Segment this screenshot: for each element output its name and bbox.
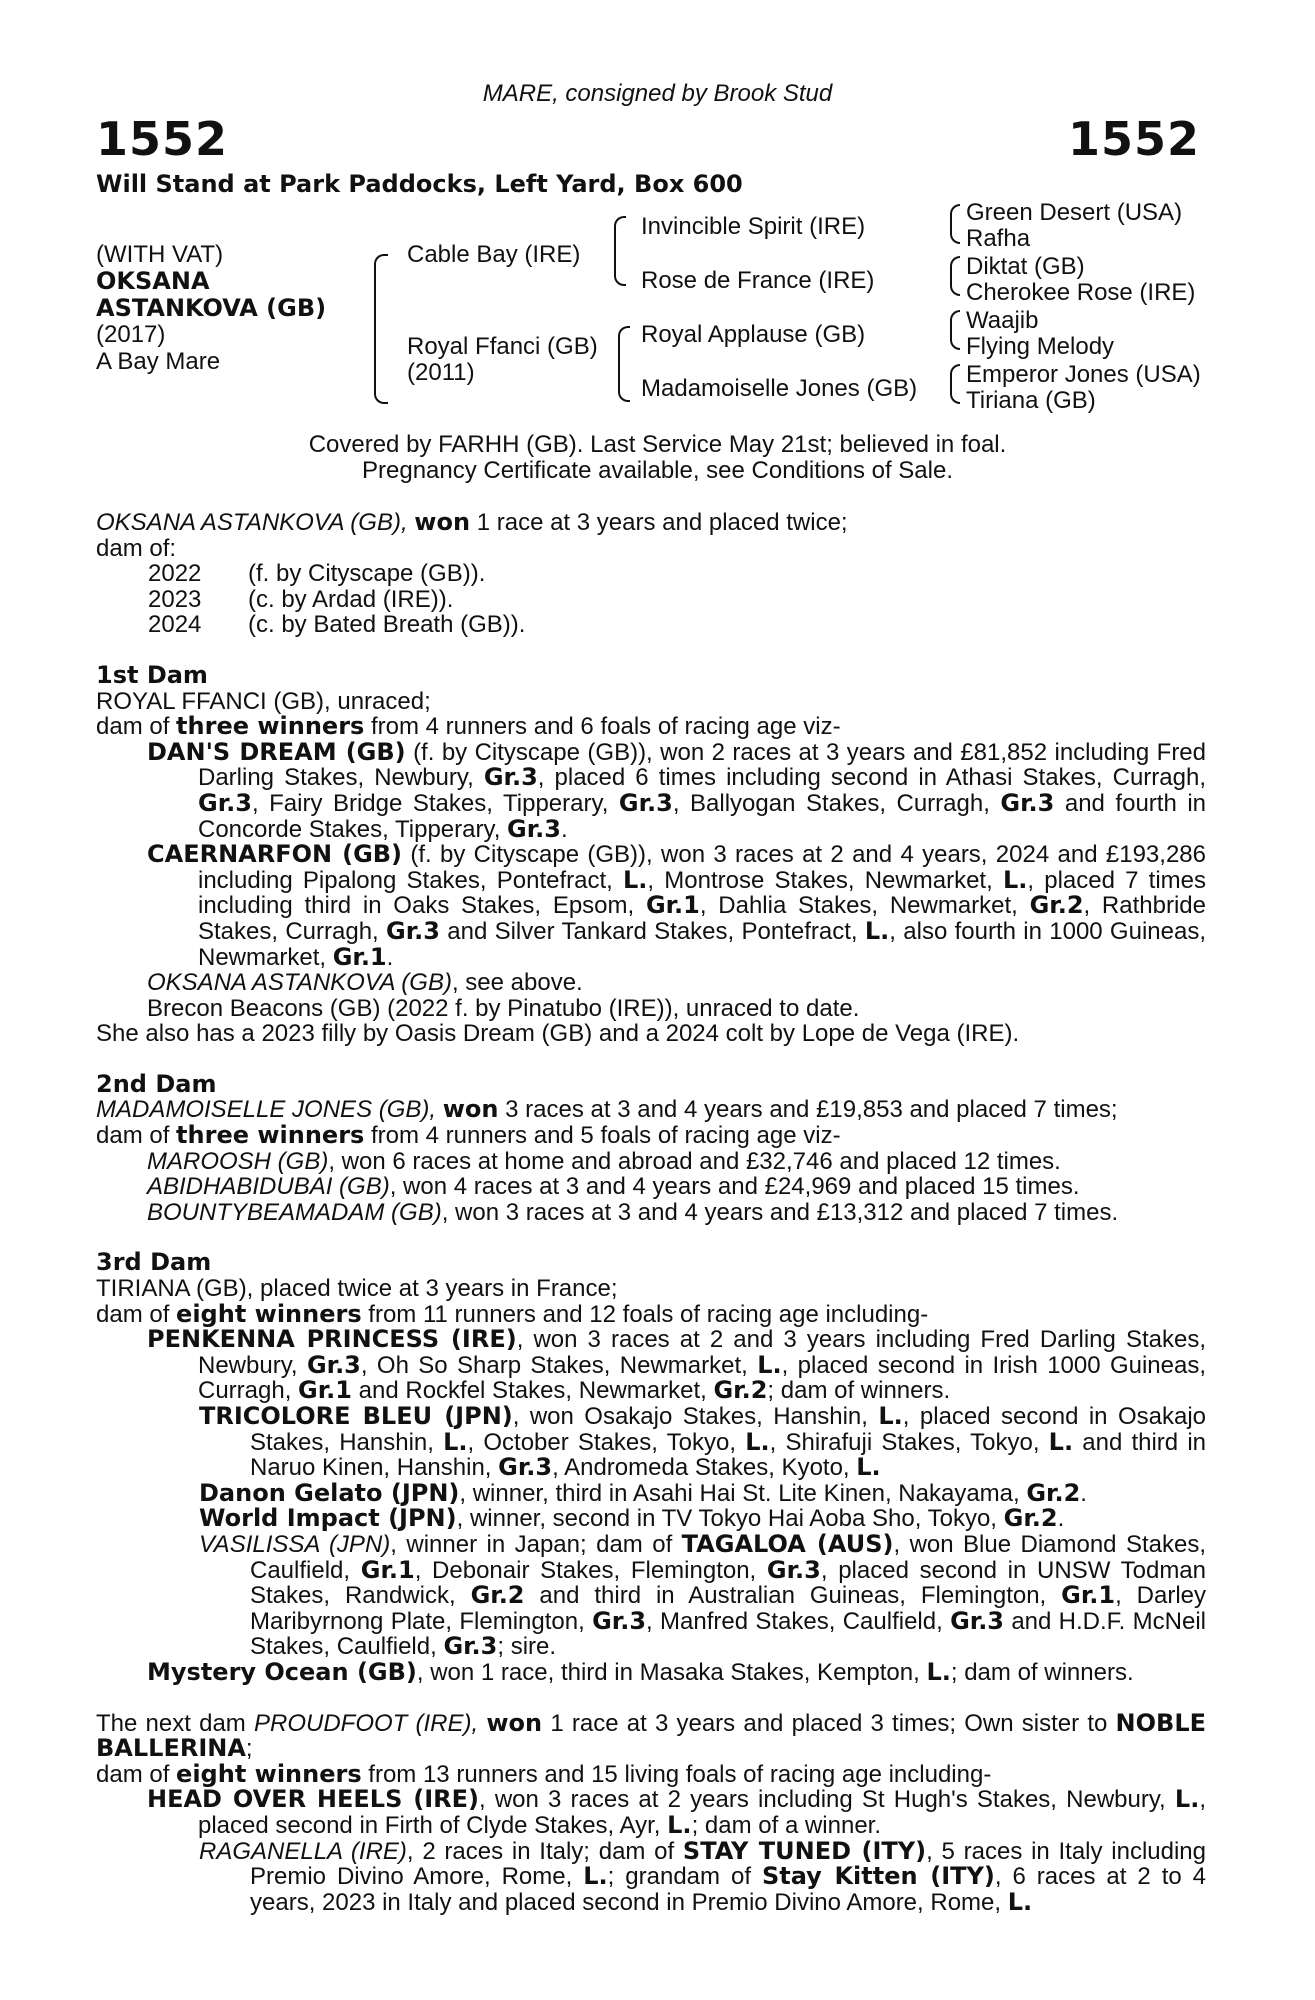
pedigree-g4: Cherokee Rose (IRE) bbox=[966, 279, 1196, 306]
third-dam-heading: 3rd Dam bbox=[96, 1248, 212, 1277]
catalogue-body bbox=[96, 510, 1206, 1915]
grade: Gr.3 bbox=[198, 788, 252, 817]
t: (f. by Cityscape (GB)), won 2 races at 3 years and £81,852 including Fred Darling Stakes, Newbury, bbox=[198, 738, 1207, 792]
grade: Gr.3 bbox=[766, 1555, 821, 1584]
stand-location: Will Stand at Park Paddocks, Left Yard, Box 600 bbox=[96, 170, 743, 198]
horse-name-line1: OKSANA bbox=[96, 267, 210, 295]
t: , placed 6 times including second in Athasi Stakes, Curragh, bbox=[537, 764, 1206, 792]
t: , October Stakes, Tokyo, bbox=[467, 1428, 746, 1456]
horse-name: Stay Kitten (ITY) bbox=[761, 1862, 995, 1891]
won: won bbox=[486, 1708, 543, 1737]
pedigree-gs4: Madamoiselle Jones (GB) bbox=[641, 375, 918, 402]
entry-oksana bbox=[96, 970, 1206, 996]
pedigree-g8: Tiriana (GB) bbox=[966, 387, 1096, 414]
t: ; sire. bbox=[497, 1633, 557, 1661]
brace-dam bbox=[618, 326, 630, 402]
pedigree-dam: Royal Ffanci (GB) bbox=[407, 333, 598, 360]
t: , placed second in Irish 1000 Guineas, Curragh, bbox=[198, 1351, 1206, 1405]
dam-of-winners: three winners bbox=[176, 1121, 365, 1150]
t: and third in Australian Guineas, Flemington, bbox=[524, 1582, 1062, 1610]
entry-caernarfon bbox=[96, 842, 1206, 970]
t: dam of bbox=[96, 1760, 177, 1788]
grade: L. bbox=[1174, 1785, 1200, 1814]
dam-of-winners: eight winners bbox=[176, 1299, 362, 1328]
grade: L. bbox=[856, 1453, 881, 1482]
t: , Rathbride Stakes, Curragh, bbox=[198, 892, 1206, 945]
dam-of-winners: eight winners bbox=[176, 1759, 362, 1788]
t: , won 3 races at 2 years including St Hugh's Stakes, Newbury, bbox=[478, 1786, 1175, 1814]
grade: Gr.2 bbox=[713, 1376, 768, 1405]
horse-name: CAERNARFON (GB) bbox=[147, 840, 403, 869]
t: . bbox=[1057, 1505, 1065, 1533]
t: , 2 races in Italy; dam of bbox=[406, 1837, 683, 1865]
grade: L. bbox=[1048, 1427, 1074, 1456]
grade: Gr.3 bbox=[443, 1632, 498, 1661]
t: , won 1 race, third in Masaka Stakes, Kempton, bbox=[416, 1658, 927, 1686]
horse-name: MADAMOISELLE JONES (GB), bbox=[96, 1096, 437, 1124]
horse-name: PROUDFOOT (IRE), bbox=[253, 1709, 479, 1737]
t: ; grandam of bbox=[607, 1863, 762, 1891]
horse-name: OKSANA ASTANKOVA (GB) bbox=[147, 969, 452, 997]
entry-maroosh bbox=[96, 1149, 1206, 1175]
grade: L. bbox=[1002, 865, 1028, 894]
first-dam-dam-of bbox=[96, 714, 1206, 740]
t: , placed second in Firth of Clyde Stakes, Ayr, bbox=[198, 1786, 1206, 1839]
next-dam-line1 bbox=[96, 1708, 1207, 1763]
horse-name: HEAD OVER HEELS (IRE) bbox=[147, 1785, 479, 1814]
horse-name: TAGALOA (AUS) bbox=[681, 1529, 894, 1558]
t: , 6 races at 2 to 4 years, 2023 in Italy and placed second in Premio Divino Amore, Rome, bbox=[250, 1863, 1207, 1916]
t: . bbox=[560, 815, 568, 843]
t: from 4 runners and 5 foals of racing age viz- bbox=[364, 1122, 841, 1150]
horse-name: DAN'S DREAM (GB) bbox=[147, 737, 406, 766]
t: from 11 runners and 12 foals of racing age including- bbox=[361, 1300, 929, 1328]
t: , placed 7 times including third in Oaks Stakes, Epsom, bbox=[198, 866, 1207, 920]
lot-number-left: 1552 bbox=[96, 112, 229, 166]
horse-name: VASILISSA (JPN) bbox=[199, 1530, 391, 1558]
produce-row bbox=[96, 587, 1206, 613]
t: , placed second in UNSW Todman Stakes, Randwick, bbox=[250, 1556, 1207, 1610]
covered-line2: Pregnancy Certificate available, see Conditions of Sale. bbox=[362, 457, 953, 484]
grade: Gr.3 bbox=[483, 763, 538, 792]
brace-g7 bbox=[950, 364, 960, 404]
first-dam-also: She also has a 2023 filly by Oasis Dream (GB) and a 2024 colt by Lope de Vega (IRE). bbox=[96, 1020, 1020, 1048]
grade: Gr.2 bbox=[1029, 891, 1084, 920]
t: , Andromeda Stakes, Kyoto, bbox=[552, 1454, 857, 1482]
t: . bbox=[1080, 1479, 1087, 1507]
dam-of-text: dam of bbox=[96, 713, 177, 741]
pedigree-gs1: Invincible Spirit (IRE) bbox=[641, 213, 866, 240]
entry-danon-gelato bbox=[96, 1478, 1206, 1507]
produce-row bbox=[96, 561, 1206, 587]
t: 3 races at 3 and 4 years and £19,853 and placed 7 times; bbox=[498, 1096, 1118, 1124]
covered-note bbox=[0, 432, 1315, 484]
grade: Gr.3 bbox=[1000, 788, 1055, 817]
pedigree-gs2: Rose de France (IRE) bbox=[641, 267, 875, 294]
horse-name: PENKENNA PRINCESS (IRE) bbox=[147, 1325, 517, 1354]
brace-sire bbox=[614, 216, 626, 286]
entry-mystery-ocean bbox=[96, 1657, 1206, 1686]
horse-name: Danon Gelato (JPN) bbox=[199, 1478, 460, 1507]
pedigree-table bbox=[0, 198, 1315, 418]
horse-name: Mystery Ocean (GB) bbox=[147, 1657, 417, 1686]
t: , won 3 races at 2 and 3 years including Fred Darling Stakes, Newbury, bbox=[198, 1326, 1206, 1379]
entry-world-impact bbox=[96, 1506, 1206, 1532]
grade: L. bbox=[926, 1657, 951, 1686]
third-dam-line1: TIRIANA (GB), placed twice at 3 years in France; bbox=[96, 1275, 618, 1303]
produce-row bbox=[96, 612, 1206, 638]
grade: L. bbox=[667, 1810, 692, 1839]
pedigree-g6: Flying Melody bbox=[966, 333, 1115, 360]
second-dam-line1 bbox=[96, 1097, 1206, 1123]
horse-name: BOUNTYBEAMADAM (GB) bbox=[147, 1198, 442, 1226]
grade: Gr.1 bbox=[1061, 1581, 1116, 1610]
grade: L. bbox=[1007, 1887, 1033, 1916]
grade: Gr.1 bbox=[360, 1555, 415, 1584]
covered-line1: Covered by FARHH (GB). Last Service May 21st; believed in foal. bbox=[308, 431, 1007, 458]
t: , Montrose Stakes, Newmarket, bbox=[647, 866, 1003, 894]
grade: Gr.3 bbox=[507, 814, 561, 843]
intro-dam-of: dam of: bbox=[96, 534, 177, 562]
entry-vasilissa bbox=[96, 1529, 1207, 1661]
lot-number-right: 1552 bbox=[1067, 112, 1200, 166]
t: , Shirafuji Stakes, Tokyo, bbox=[769, 1428, 1049, 1456]
t: from 13 runners and 15 living foals of racing age including- bbox=[361, 1760, 992, 1788]
grade: Gr.2 bbox=[470, 1581, 525, 1610]
grade: Gr.3 bbox=[386, 916, 440, 945]
horse-name: NOBLE BALLERINA bbox=[96, 1708, 1207, 1763]
grade: L. bbox=[623, 865, 648, 894]
t: (f. by Cityscape (GB)), won 3 races at 2 and 4 years, 2024 and £193,286 including Pipalong Stakes, Pontefract, bbox=[198, 841, 1206, 894]
produce-year: 2022 bbox=[148, 560, 202, 588]
dam-of-winners: three winners bbox=[176, 712, 365, 741]
pedigree-g7: Emperor Jones (USA) bbox=[966, 361, 1201, 388]
horse-name: RAGANELLA (IRE) bbox=[199, 1837, 407, 1865]
entry-raganella bbox=[96, 1836, 1207, 1916]
horse-name: ABIDHABIDUBAI (GB) bbox=[147, 1173, 390, 1201]
grade: Gr.3 bbox=[592, 1606, 647, 1635]
intro-line bbox=[96, 510, 1206, 536]
t: , Oh So Sharp Stakes, Newmarket, bbox=[360, 1351, 758, 1379]
grade: L. bbox=[745, 1427, 770, 1456]
t: , winner, third in Asahi Hai St. Lite Kinen, Nakayama, bbox=[459, 1479, 1027, 1507]
produce-text: (c. by Bated Breath (GB)). bbox=[248, 611, 526, 639]
grade: L. bbox=[443, 1427, 468, 1456]
horse-name-line2: ASTANKOVA (GB) bbox=[96, 294, 327, 322]
t: dam of bbox=[96, 1122, 177, 1150]
grade: Gr.1 bbox=[298, 1376, 352, 1405]
consignor-line: MARE, consigned by Brook Stud bbox=[482, 80, 833, 107]
horse-description: A Bay Mare bbox=[96, 348, 221, 375]
pedigree-g1: Green Desert (USA) bbox=[966, 199, 1183, 226]
grade: L. bbox=[583, 1862, 608, 1891]
t: , won 6 races at home and abroad and £32,746 and placed 12 times. bbox=[328, 1147, 1061, 1175]
t: and Silver Tankard Stakes, Pontefract, bbox=[439, 917, 865, 945]
grade: Gr.3 bbox=[618, 788, 673, 817]
grade: Gr.1 bbox=[645, 891, 700, 920]
pedigree-g3: Diktat (GB) bbox=[966, 253, 1085, 280]
produce-year: 2024 bbox=[148, 611, 202, 639]
pedigree-dam-year: (2011) bbox=[407, 359, 475, 386]
horse-name: World Impact (JPN) bbox=[199, 1504, 457, 1533]
brace-g1 bbox=[950, 204, 960, 244]
brace-horse bbox=[374, 254, 388, 404]
first-dam-line1: ROYAL FFANCI (GB), unraced; bbox=[96, 687, 431, 715]
pedigree-gs3: Royal Applause (GB) bbox=[641, 321, 866, 348]
grade: Gr.3 bbox=[498, 1453, 553, 1482]
t: The next dam bbox=[96, 1709, 254, 1737]
grade: Gr.3 bbox=[306, 1350, 361, 1379]
produce-year: 2023 bbox=[148, 585, 202, 613]
t: ; dam of a winner. bbox=[691, 1811, 881, 1839]
t: , winner in Japan; dam of bbox=[390, 1530, 682, 1558]
pedigree-g5: Waajib bbox=[966, 307, 1039, 334]
intro-name: OKSANA ASTANKOVA (GB), bbox=[96, 509, 408, 536]
next-dam-dam-of bbox=[96, 1759, 1206, 1788]
intro-text: 1 race at 3 years and placed twice; bbox=[470, 509, 848, 536]
horse-name: TRICOLORE BLEU (JPN) bbox=[199, 1402, 513, 1430]
brace-g3 bbox=[950, 256, 960, 296]
t: , see above. bbox=[451, 969, 583, 997]
t: ; dam of winners. bbox=[950, 1658, 1134, 1686]
t: , also fourth in 1000 Guineas, Newmarket, bbox=[198, 917, 1206, 971]
grade: Gr.3 bbox=[950, 1606, 1005, 1635]
t: , won 3 races at 3 and 4 years and £13,312 and placed 7 times. bbox=[441, 1198, 1119, 1226]
pedigree-sire: Cable Bay (IRE) bbox=[407, 241, 581, 268]
t: . bbox=[386, 943, 394, 971]
horse-name: STAY TUNED (ITY) bbox=[682, 1836, 927, 1865]
t: and H.D.F. McNeil Stakes, Caulfield, bbox=[250, 1607, 1206, 1661]
t: dam of bbox=[96, 1300, 177, 1328]
first-dam-heading: 1st Dam bbox=[96, 660, 208, 689]
t: 1 race at 3 years and placed 3 times; Own sister to bbox=[542, 1709, 1116, 1737]
horse-name: MAROOSH (GB) bbox=[147, 1147, 329, 1175]
grade: Gr.1 bbox=[332, 942, 387, 971]
t: ; bbox=[245, 1735, 253, 1763]
dam-of-rest: from 4 runners and 6 foals of racing age viz- bbox=[364, 713, 841, 741]
t: , Debonair Stakes, Flemington, bbox=[414, 1556, 767, 1584]
t: , Darley Maribyrnong Plate, Flemington, bbox=[250, 1582, 1207, 1635]
entry-bountybeamadam bbox=[96, 1200, 1206, 1226]
t: , won Blue Diamond Stakes, Caulfield, bbox=[250, 1530, 1206, 1584]
t: , won 4 races at 3 and 4 years and £24,969 and placed 15 times. bbox=[389, 1173, 1080, 1201]
grade: L. bbox=[878, 1402, 903, 1430]
pedigree-g2: Rafha bbox=[966, 225, 1031, 252]
grade: Gr.2 bbox=[1026, 1478, 1081, 1507]
t: and fourth in Concorde Stakes, Tipperary, bbox=[198, 789, 1206, 843]
second-dam-heading: 2nd Dam bbox=[96, 1069, 217, 1098]
entry-brecon: Brecon Beacons (GB) (2022 f. by Pinatubo (IRE)), unraced to date. bbox=[147, 994, 860, 1022]
third-dam-dam-of bbox=[96, 1299, 1206, 1328]
t: , Manfred Stakes, Caulfield, bbox=[646, 1607, 951, 1635]
produce-text: (c. by Ardad (IRE)). bbox=[248, 585, 454, 613]
grade: L. bbox=[757, 1350, 782, 1379]
horse-year: (2017) bbox=[96, 321, 166, 348]
t: , Fairy Bridge Stakes, Tipperary, bbox=[251, 789, 619, 817]
t: , Dahlia Stakes, Newmarket, bbox=[699, 892, 1030, 920]
vat-label: (WITH VAT) bbox=[96, 241, 224, 268]
t: , winner, second in TV Tokyo Hai Aoba Sho, Tokyo, bbox=[456, 1505, 1004, 1533]
t: , won Osakajo Stakes, Hanshin, bbox=[512, 1403, 879, 1430]
intro-won: won bbox=[414, 508, 471, 536]
won: won bbox=[442, 1095, 499, 1124]
t: and Rockfel Stakes, Newmarket, bbox=[351, 1377, 714, 1405]
second-dam-dam-of bbox=[96, 1123, 1206, 1149]
grade: Gr.2 bbox=[1003, 1504, 1058, 1533]
entry-abidhabidubai bbox=[96, 1174, 1206, 1200]
entry-head-over-heels bbox=[96, 1787, 1206, 1838]
t: , 5 races in Italy including Premio Divino Amore, Rome, bbox=[250, 1837, 1206, 1891]
produce-text: (f. by Cityscape (GB)). bbox=[248, 560, 486, 588]
t: , placed second in Osakajo Stakes, Hanshin, bbox=[250, 1403, 1206, 1456]
entry-dans-dream bbox=[96, 737, 1207, 843]
t: and third in Naruo Kinen, Hanshin, bbox=[250, 1428, 1206, 1482]
t: ; dam of winners. bbox=[767, 1377, 951, 1405]
t: , Ballyogan Stakes, Curragh, bbox=[672, 789, 1001, 817]
entry-penkenna bbox=[96, 1327, 1206, 1404]
grade: L. bbox=[864, 916, 890, 945]
brace-g5 bbox=[950, 310, 960, 350]
entry-tricolore bbox=[96, 1404, 1206, 1481]
